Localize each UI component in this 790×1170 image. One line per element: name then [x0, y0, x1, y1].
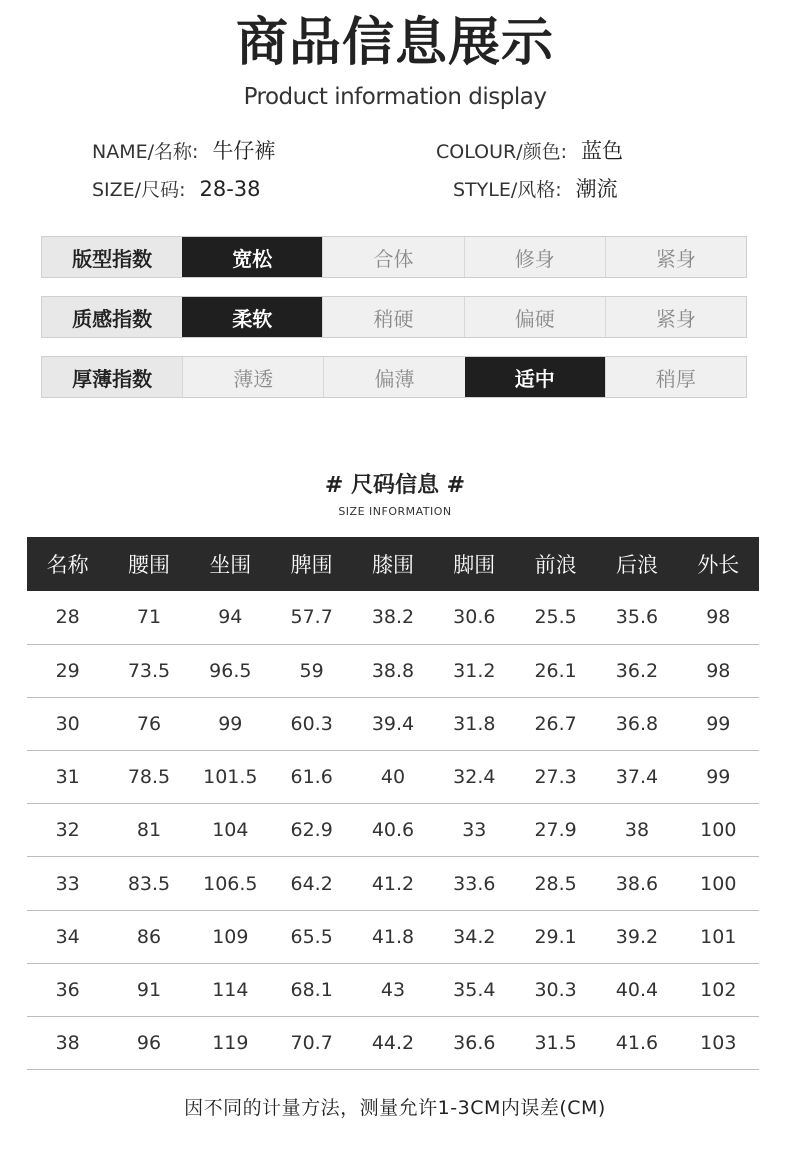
texture-option-soft: 柔软: [182, 297, 322, 337]
header-hip: 坐围: [190, 537, 271, 591]
texture-option-tight: 紧身: [605, 297, 746, 337]
table-cell: 38: [596, 804, 677, 857]
table-cell: 119: [190, 1017, 271, 1070]
table-cell: 44.2: [352, 1017, 433, 1070]
fit-option-tight: 紧身: [605, 237, 746, 277]
size-table-header: [27, 537, 759, 591]
table-cell: 41.2: [352, 857, 433, 910]
page-subtitle: Product information display: [243, 84, 547, 110]
table-cell: 27.9: [515, 804, 596, 857]
size-label: SIZE/尺码:: [92, 179, 186, 201]
table-cell: 78.5: [108, 751, 189, 804]
table-cell: 65.5: [271, 910, 352, 963]
table-cell: 99: [678, 751, 759, 804]
table-cell: 28: [27, 591, 108, 644]
table-cell: 106.5: [190, 857, 271, 910]
table-cell: 59: [271, 644, 352, 697]
size-value: 28-38: [199, 177, 261, 201]
table-cell: 104: [190, 804, 271, 857]
header-front-rise: 前浪: [515, 537, 596, 591]
thickness-option-sheer: 薄透: [182, 357, 323, 397]
table-cell: 32.4: [434, 751, 515, 804]
table-cell: 39.2: [596, 910, 677, 963]
table-cell: 101: [678, 910, 759, 963]
table-cell: 98: [678, 591, 759, 644]
header-knee: 膝围: [352, 537, 433, 591]
table-row: [27, 697, 759, 750]
table-cell: 83.5: [108, 857, 189, 910]
table-cell: 31.5: [515, 1017, 596, 1070]
table-cell: 35.4: [434, 963, 515, 1016]
table-cell: 27.3: [515, 751, 596, 804]
table-cell: 31.8: [434, 697, 515, 750]
table-cell: 38: [27, 1017, 108, 1070]
table-cell: 61.6: [271, 751, 352, 804]
table-cell: 31.2: [434, 644, 515, 697]
table-cell: 30.3: [515, 963, 596, 1016]
texture-index-label: 质感指数: [42, 297, 182, 337]
table-cell: 30.6: [434, 591, 515, 644]
table-cell: 34.2: [434, 910, 515, 963]
table-cell: 73.5: [108, 644, 189, 697]
table-cell: 33: [27, 857, 108, 910]
fit-index-label: 版型指数: [42, 237, 182, 277]
table-cell: 39.4: [352, 697, 433, 750]
name-value: 牛仔裤: [212, 139, 276, 163]
table-cell: 40.6: [352, 804, 433, 857]
table-cell: 71: [108, 591, 189, 644]
table-row: [27, 857, 759, 910]
table-row: [27, 804, 759, 857]
table-cell: 33.6: [434, 857, 515, 910]
table-cell: 91: [108, 963, 189, 1016]
name-label: NAME/名称:: [92, 141, 199, 163]
table-cell: 28.5: [515, 857, 596, 910]
thickness-option-thick: 稍厚: [605, 357, 746, 397]
table-cell: 36.2: [596, 644, 677, 697]
table-row: [27, 963, 759, 1016]
table-cell: 57.7: [271, 591, 352, 644]
table-cell: 36.6: [434, 1017, 515, 1070]
thickness-option-medium: 适中: [465, 357, 605, 397]
table-cell: 25.5: [515, 591, 596, 644]
table-cell: 60.3: [271, 697, 352, 750]
table-cell: 64.2: [271, 857, 352, 910]
table-row: [27, 910, 759, 963]
thickness-index-label: 厚薄指数: [42, 357, 182, 397]
texture-option-stiff: 偏硬: [464, 297, 605, 337]
table-cell: 29: [27, 644, 108, 697]
table-cell: 76: [108, 697, 189, 750]
table-cell: 96.5: [190, 644, 271, 697]
table-cell: 96: [108, 1017, 189, 1070]
table-cell: 38.2: [352, 591, 433, 644]
table-cell: 68.1: [271, 963, 352, 1016]
style-info: [453, 175, 618, 204]
table-cell: 30: [27, 697, 108, 750]
header-thigh: 脾围: [271, 537, 352, 591]
table-cell: 38.6: [596, 857, 677, 910]
table-cell: 99: [678, 697, 759, 750]
fit-option-loose: 宽松: [182, 237, 322, 277]
texture-index-row: [41, 296, 747, 338]
table-cell: 103: [678, 1017, 759, 1070]
table-cell: 29.1: [515, 910, 596, 963]
table-cell: 35.6: [596, 591, 677, 644]
table-cell: 86: [108, 910, 189, 963]
fit-option-slim: 修身: [464, 237, 605, 277]
size-section-subtitle: SIZE INFORMATION: [338, 505, 452, 518]
table-cell: 40: [352, 751, 433, 804]
table-cell: 70.7: [271, 1017, 352, 1070]
measurement-note: 因不同的计量方法，测量允许1-3CM内误差(CM): [184, 1097, 606, 1119]
table-cell: 109: [190, 910, 271, 963]
style-label: STYLE/风格:: [453, 179, 562, 201]
header-leg-opening: 脚围: [434, 537, 515, 591]
table-cell: 37.4: [596, 751, 677, 804]
table-cell: 38.8: [352, 644, 433, 697]
fit-index-row: [41, 236, 747, 278]
table-cell: 81: [108, 804, 189, 857]
table-cell: 40.4: [596, 963, 677, 1016]
style-value: 潮流: [575, 177, 618, 201]
table-cell: 32: [27, 804, 108, 857]
table-cell: 62.9: [271, 804, 352, 857]
thickness-option-thin: 偏薄: [323, 357, 464, 397]
table-cell: 26.1: [515, 644, 596, 697]
table-cell: 102: [678, 963, 759, 1016]
colour-label: COLOUR/颜色:: [436, 141, 567, 163]
size-table: [27, 537, 759, 1070]
table-cell: 41.6: [596, 1017, 677, 1070]
header-back-rise: 后浪: [596, 537, 677, 591]
thickness-index-row: [41, 356, 747, 398]
name-info: [92, 137, 275, 166]
table-cell: 36: [27, 963, 108, 1016]
table-cell: 26.7: [515, 697, 596, 750]
header-waist: 腰围: [108, 537, 189, 591]
table-cell: 100: [678, 804, 759, 857]
header-name: 名称: [27, 537, 108, 591]
texture-option-slightly-stiff: 稍硬: [322, 297, 463, 337]
colour-info: [436, 137, 623, 166]
table-cell: 98: [678, 644, 759, 697]
table-cell: 31: [27, 751, 108, 804]
table-cell: 36.8: [596, 697, 677, 750]
header-outseam: 外长: [678, 537, 759, 591]
table-cell: 114: [190, 963, 271, 1016]
size-section-title: # 尺码信息 #: [324, 473, 466, 498]
table-row: [27, 644, 759, 697]
table-row: [27, 591, 759, 644]
table-cell: 101.5: [190, 751, 271, 804]
size-info: [92, 175, 261, 204]
table-row: [27, 1017, 759, 1070]
page-title: 商品信息展示: [235, 13, 554, 73]
fit-option-regular: 合体: [322, 237, 463, 277]
table-cell: 34: [27, 910, 108, 963]
table-row: [27, 751, 759, 804]
table-cell: 43: [352, 963, 433, 1016]
table-cell: 33: [434, 804, 515, 857]
table-cell: 94: [190, 591, 271, 644]
table-cell: 100: [678, 857, 759, 910]
table-cell: 41.8: [352, 910, 433, 963]
colour-value: 蓝色: [581, 139, 623, 163]
table-cell: 99: [190, 697, 271, 750]
